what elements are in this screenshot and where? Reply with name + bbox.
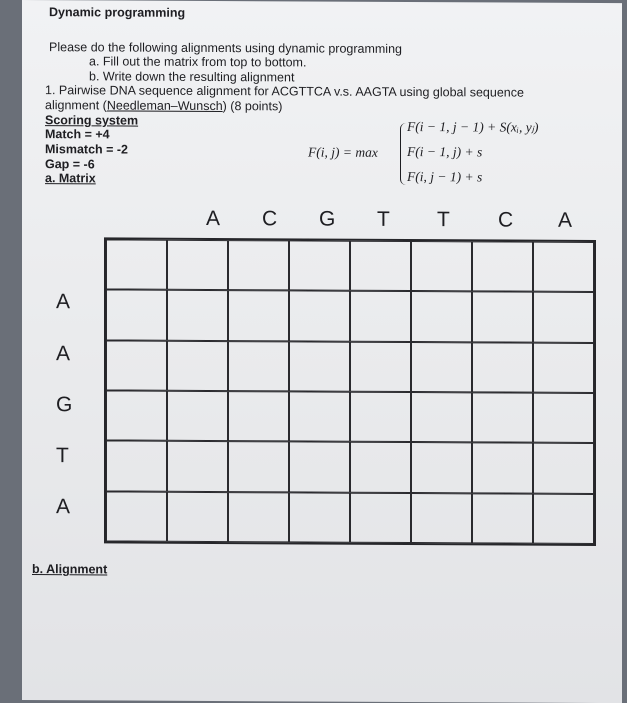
scoring-gap: Gap = -6 [45, 157, 95, 172]
matrix-cell[interactable] [289, 240, 350, 291]
instruction-a: a. Fill out the matrix from top to bottom. [89, 54, 307, 70]
matrix-cell[interactable] [533, 493, 594, 544]
matrix-cell[interactable] [167, 441, 228, 492]
matrix-cell[interactable] [167, 391, 228, 442]
matrix-cell[interactable] [228, 290, 289, 341]
matrix-cell[interactable] [289, 341, 350, 392]
matrix-cell[interactable] [106, 390, 167, 441]
matrix-cell[interactable] [411, 493, 472, 544]
formula-case-left: F(i, j − 1) + s [407, 169, 483, 185]
matrix-cell[interactable] [411, 392, 472, 443]
matrix-cell[interactable] [228, 391, 289, 442]
matrix-cell[interactable] [106, 239, 167, 290]
column-header-1: A [206, 206, 221, 231]
row-header-5: A [56, 495, 71, 519]
scoring-mismatch: Mismatch = -2 [45, 142, 129, 157]
matrix-cell[interactable] [106, 441, 167, 492]
instruction-b: b. Write down the resulting alignment [89, 69, 295, 85]
matrix-cell[interactable] [533, 393, 594, 444]
formula-brace [400, 123, 407, 185]
matrix-cell[interactable] [472, 443, 533, 494]
matrix-cell[interactable] [533, 292, 594, 343]
matrix-cell[interactable] [228, 492, 289, 543]
matrix-cell[interactable] [167, 491, 228, 542]
row-header-2: A [56, 342, 71, 366]
worksheet-page [22, 0, 622, 703]
alignment-label: b. Alignment [32, 562, 108, 577]
column-header-7: A [558, 208, 573, 232]
row-header-1: A [56, 290, 71, 314]
matrix-cell[interactable] [228, 441, 289, 492]
matrix-cell[interactable] [228, 240, 289, 291]
method-name: Needleman–Wunsch [106, 98, 223, 114]
question-line-1: 1. Pairwise DNA sequence alignment for ACGTTCA v.s. AAGTA using global sequence [45, 83, 524, 100]
matrix-cell[interactable] [472, 392, 533, 443]
dp-matrix-grid[interactable] [104, 237, 596, 546]
recurrence-formula [308, 118, 548, 189]
matrix-cell[interactable] [350, 241, 411, 292]
matrix-cell[interactable] [167, 290, 228, 341]
matrix-cell[interactable] [289, 442, 350, 493]
column-header-5: T [437, 208, 450, 232]
matrix-column-headers [206, 207, 586, 239]
matrix-cell[interactable] [106, 491, 167, 542]
formula-lhs: F(i, j) = max [308, 144, 378, 160]
column-header-4: T [377, 207, 390, 231]
column-header-6: C [498, 208, 514, 232]
matrix-cell[interactable] [106, 290, 167, 341]
matrix-cell[interactable] [472, 342, 533, 393]
matrix-cell[interactable] [289, 391, 350, 442]
matrix-cell[interactable] [533, 242, 594, 293]
matrix-cell[interactable] [289, 291, 350, 342]
column-header-3: G [319, 207, 336, 231]
column-header-2: C [262, 207, 278, 231]
matrix-cell[interactable] [350, 492, 411, 543]
matrix-cell[interactable] [350, 291, 411, 342]
matrix-cell[interactable] [411, 342, 472, 393]
formula-case-diagonal: F(i − 1, j − 1) + S(xᵢ, yⱼ) [407, 119, 539, 135]
matrix-cell[interactable] [350, 392, 411, 443]
formula-case-up: F(i − 1, j) + s [407, 144, 483, 160]
row-header-3: G [56, 393, 73, 417]
matrix-cell[interactable] [167, 240, 228, 291]
matrix-cell[interactable] [167, 340, 228, 391]
instructions-line: Please do the following alignments using dynamic programming [49, 40, 402, 56]
page-header: Dynamic programming [49, 5, 186, 20]
matrix-cell[interactable] [472, 241, 533, 292]
matrix-cell[interactable] [472, 493, 533, 544]
matrix-label: a. Matrix [45, 171, 96, 186]
scoring-match: Match = +4 [45, 127, 110, 142]
matrix-cell[interactable] [228, 341, 289, 392]
matrix-cell[interactable] [533, 342, 594, 393]
matrix-cell[interactable] [411, 291, 472, 342]
question-line-2: alignment (Needleman–Wunsch) (8 points) [45, 98, 283, 114]
matrix-cell[interactable] [411, 442, 472, 493]
matrix-cell[interactable] [350, 442, 411, 493]
matrix-cell[interactable] [106, 340, 167, 391]
matrix-cell[interactable] [533, 443, 594, 494]
matrix-cell[interactable] [472, 292, 533, 343]
row-header-4: T [56, 444, 69, 468]
matrix-cell[interactable] [411, 241, 472, 292]
matrix-cell[interactable] [289, 492, 350, 543]
matrix-cell[interactable] [350, 341, 411, 392]
scoring-title: Scoring system [45, 113, 139, 128]
matrix-row-headers [56, 290, 96, 550]
